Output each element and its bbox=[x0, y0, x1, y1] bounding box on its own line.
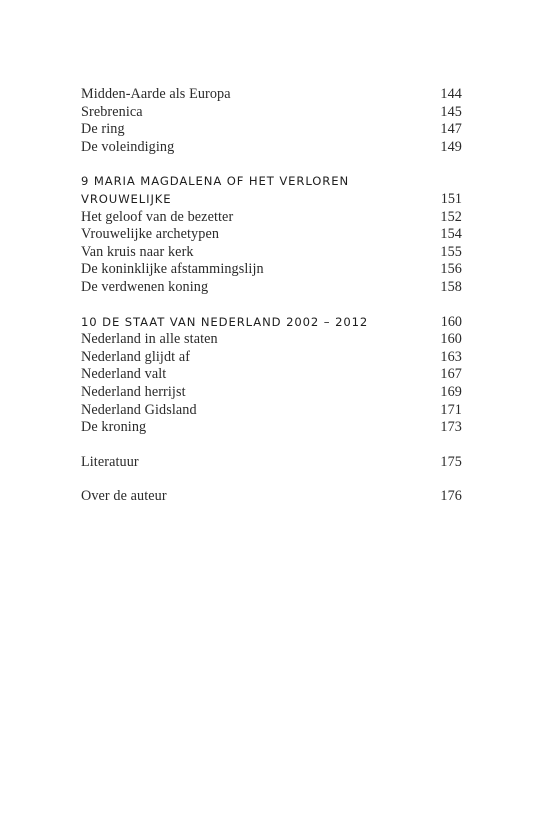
toc-entry-title: Van kruis naar kerk bbox=[81, 243, 194, 260]
toc-entry-title: Srebrenica bbox=[81, 103, 143, 120]
chapter-heading-line1: 10 DE STAAT VAN NEDERLAND 2002 – 2012 bbox=[81, 314, 369, 329]
toc-entry-page: 154 bbox=[440, 226, 462, 243]
toc-entry-title: Nederland Gidsland bbox=[81, 401, 197, 418]
toc-entry-page: 167 bbox=[440, 366, 462, 383]
toc-entry-title: Het geloof van de bezetter bbox=[81, 208, 234, 225]
toc-entry bbox=[81, 121, 462, 139]
toc-entry-title: Nederland glijdt af bbox=[81, 348, 191, 365]
toc-chapter-10 bbox=[81, 314, 462, 437]
toc-entry-title: Nederland valt bbox=[81, 366, 167, 383]
toc-entry-page: 149 bbox=[440, 138, 462, 155]
toc-entry bbox=[81, 419, 462, 437]
toc-entry bbox=[81, 139, 462, 157]
toc-entry-page: 160 bbox=[440, 331, 462, 348]
toc-entry-title: Vrouwelijke archetypen bbox=[81, 226, 220, 243]
toc-entry bbox=[81, 261, 462, 279]
toc-entry-page: 156 bbox=[440, 261, 462, 278]
toc-entry-title: De voleindiging bbox=[81, 138, 175, 155]
chapter-heading-line1: 9 MARIA MAGDALENA OF HET VERLOREN bbox=[81, 174, 350, 189]
chapter-heading-row bbox=[81, 191, 462, 209]
toc-section-continued bbox=[81, 86, 462, 156]
toc-entry-title: Over de auteur bbox=[81, 488, 167, 505]
toc-entry-page: 176 bbox=[440, 488, 462, 505]
toc-entry bbox=[81, 279, 462, 297]
toc-entry bbox=[81, 244, 462, 262]
toc-entry-page: 171 bbox=[440, 401, 462, 418]
chapter-heading-row bbox=[81, 314, 462, 332]
toc-entry-page: 175 bbox=[440, 453, 462, 470]
chapter-page: 151 bbox=[440, 190, 462, 207]
toc-entry bbox=[81, 209, 462, 227]
toc-entry bbox=[81, 104, 462, 122]
toc-chapter-9 bbox=[81, 173, 462, 296]
toc-entry bbox=[81, 366, 462, 384]
toc-entry-page: 163 bbox=[440, 348, 462, 365]
toc-entry-page: 155 bbox=[440, 243, 462, 260]
toc-entry-page: 147 bbox=[440, 121, 462, 138]
toc-entry-title: Midden-Aarde als Europa bbox=[81, 86, 231, 102]
toc-entry-title: De verdwenen koning bbox=[81, 278, 209, 295]
toc-entry-page: 144 bbox=[440, 86, 462, 102]
table-of-contents bbox=[81, 86, 462, 506]
toc-entry bbox=[81, 226, 462, 244]
toc-entry-page: 173 bbox=[440, 419, 462, 436]
toc-entry-page: 158 bbox=[440, 278, 462, 295]
toc-entry-title: De ring bbox=[81, 121, 125, 138]
toc-entry-title: Literatuur bbox=[81, 453, 139, 470]
toc-entry bbox=[81, 402, 462, 420]
toc-about-author bbox=[81, 488, 462, 506]
chapter-page: 160 bbox=[440, 313, 462, 330]
toc-entry bbox=[81, 349, 462, 367]
toc-entry-title: Nederland herrijst bbox=[81, 383, 186, 400]
toc-entry-title: Nederland in alle staten bbox=[81, 331, 218, 348]
toc-entry bbox=[81, 86, 462, 104]
toc-entry-page: 169 bbox=[440, 383, 462, 400]
toc-entry-title: De koninklijke afstammingslijn bbox=[81, 261, 264, 278]
toc-entry bbox=[81, 331, 462, 349]
toc-entry bbox=[81, 384, 462, 402]
chapter-heading bbox=[81, 173, 462, 191]
toc-entry-page: 145 bbox=[440, 103, 462, 120]
toc-entry-title: De kroning bbox=[81, 419, 147, 436]
toc-literature bbox=[81, 454, 462, 472]
toc-entry-page: 152 bbox=[440, 208, 462, 225]
chapter-heading-line2: VROUWELIJKE bbox=[81, 191, 172, 206]
